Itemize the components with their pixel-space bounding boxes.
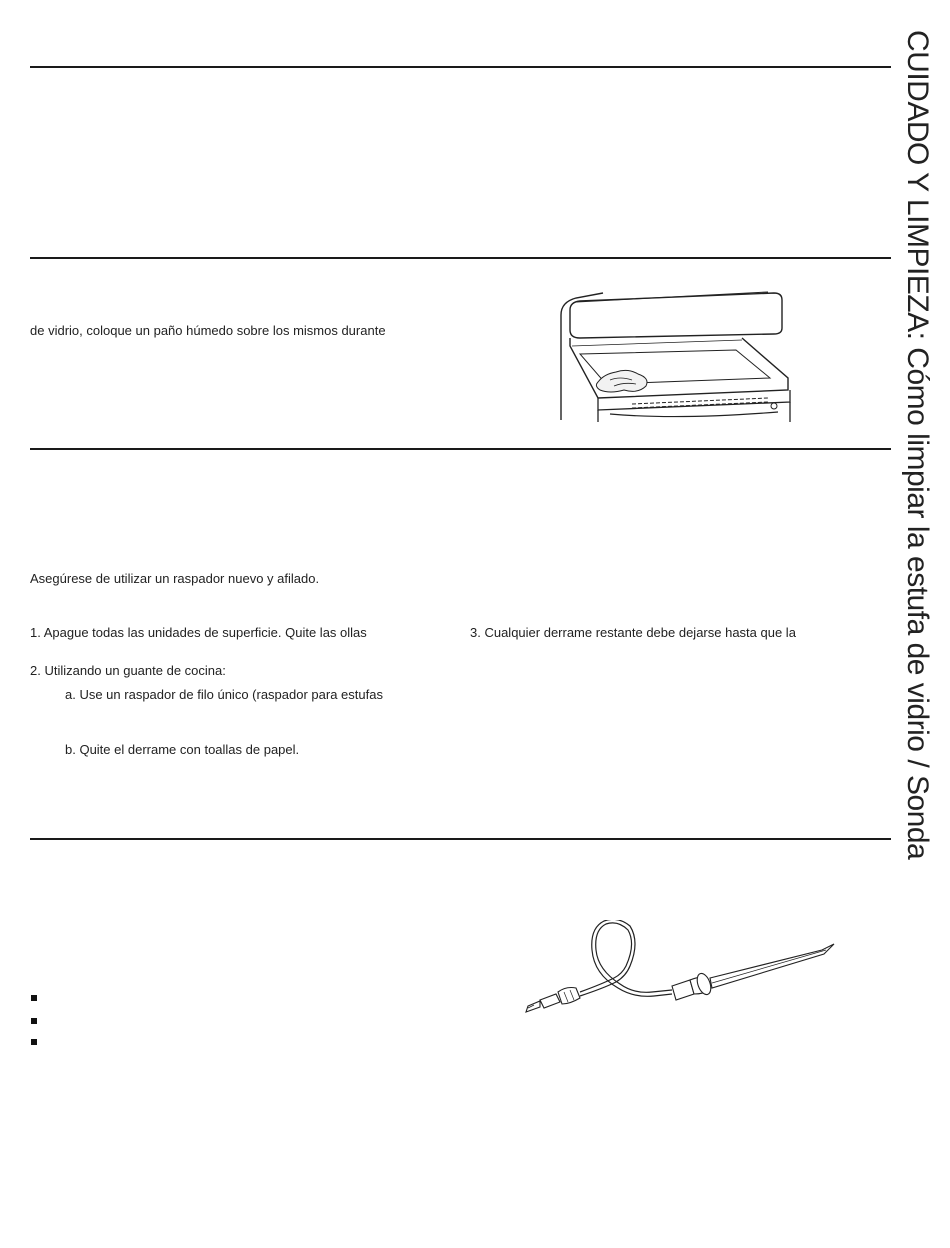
step-1: 1. Apague todas las unidades de superficie. Quite las ollas	[30, 625, 367, 640]
bullet-point	[31, 1018, 37, 1024]
section-divider	[30, 838, 891, 840]
range-illustration	[558, 290, 794, 422]
section-divider	[30, 448, 891, 450]
bullet-point	[31, 1039, 37, 1045]
section-divider	[30, 257, 891, 259]
step-3: 3. Cualquier derrame restante debe dejarse hasta que la	[470, 625, 796, 640]
cloth-instruction-text: de vidrio, coloque un paño húmedo sobre los mismos durante	[30, 323, 386, 338]
step-2b: b. Quite el derrame con toallas de papel.	[65, 742, 300, 757]
scraper-note: Asegúrese de utilizar un raspador nuevo y afilado.	[30, 571, 320, 586]
section-divider	[30, 66, 891, 68]
step-2: 2. Utilizando un guante de cocina:	[30, 663, 226, 678]
step-2a: a. Use un raspador de filo único (raspador para estufas	[65, 687, 383, 702]
probe-illustration	[522, 920, 840, 1020]
bullet-point	[31, 995, 37, 1001]
page-side-title: CUIDADO Y LIMPIEZA: Cómo limpiar la estufa de vidrio / Sonda	[901, 30, 934, 860]
